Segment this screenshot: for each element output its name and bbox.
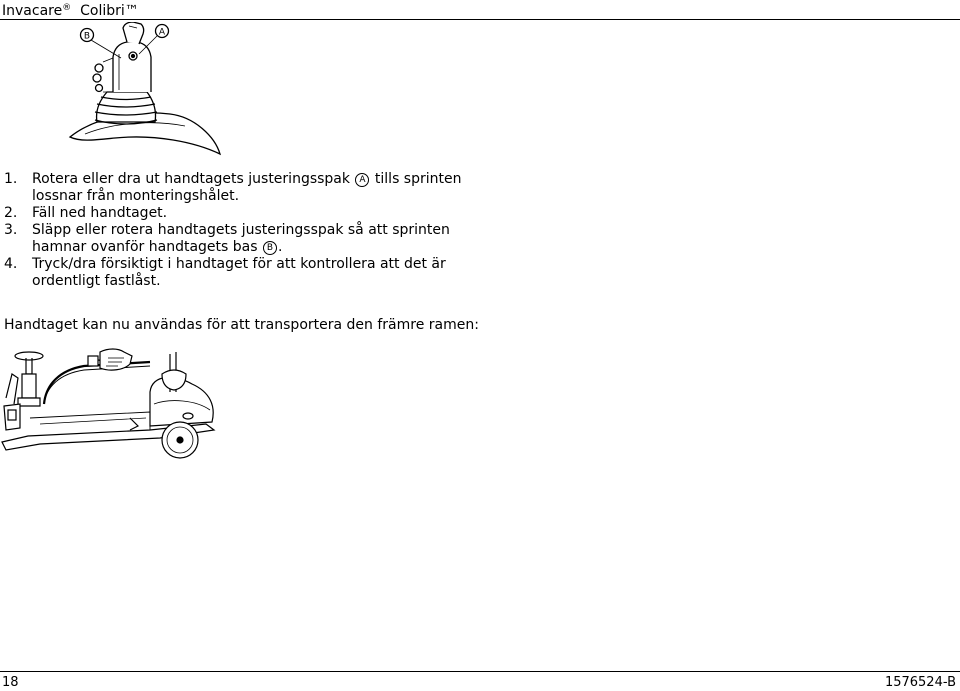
page-header <box>0 0 960 20</box>
callout-b <box>81 29 94 42</box>
step-1 <box>4 171 474 205</box>
registered-mark: ® <box>62 3 72 13</box>
step-number: 1. <box>4 171 18 187</box>
front-wheel <box>162 422 198 458</box>
front-frame-transport-illustration <box>0 344 225 460</box>
tiller-handle <box>44 356 150 404</box>
step-4 <box>4 256 474 290</box>
hand <box>100 349 132 370</box>
callout-a <box>156 25 169 38</box>
page-footer <box>0 671 960 691</box>
footer-rule <box>0 671 960 672</box>
page-number: 18 <box>2 675 19 690</box>
trademark-mark: ™ <box>124 3 139 19</box>
brand-name: Invacare <box>2 3 63 19</box>
header-rule <box>0 19 960 20</box>
step-text: Tryck/dra försiktigt i handtaget för att kontrollera att det är ordentligt fastlåst. <box>32 256 446 289</box>
step-number: 2. <box>4 205 18 221</box>
step-2 <box>4 205 474 222</box>
reference-a: A <box>355 173 369 187</box>
seat-post <box>15 352 43 406</box>
step-text-cont: . <box>277 239 283 255</box>
svg-text:B: B <box>83 31 91 42</box>
closing-sentence: Handtaget kan nu användas för att transportera den främre ramen: <box>4 317 479 333</box>
step-text: Fäll ned handtaget. <box>32 205 168 221</box>
instruction-steps <box>4 171 474 290</box>
step-text: Rotera eller dra ut handtagets justeringsspak <box>32 171 350 187</box>
front-shroud <box>150 352 213 426</box>
step-number: 4. <box>4 256 18 272</box>
model-name: Colibri <box>80 3 125 19</box>
step-3 <box>4 222 474 256</box>
bellows-boot <box>95 92 157 124</box>
step-text-cont: tills sprinten lossnar från monteringshålet. <box>32 171 462 204</box>
brand-line <box>2 0 139 19</box>
document-number: 1576524-B <box>884 675 956 690</box>
svg-text:A: A <box>158 27 166 38</box>
step-text: Släpp eller rotera handtagets justeringsspak så att sprinten hamnar ovanför handtagets bas <box>32 222 450 255</box>
reference-b: B <box>263 241 277 255</box>
step-number: 3. <box>4 222 18 238</box>
handle-adjustment-illustration <box>55 22 225 162</box>
